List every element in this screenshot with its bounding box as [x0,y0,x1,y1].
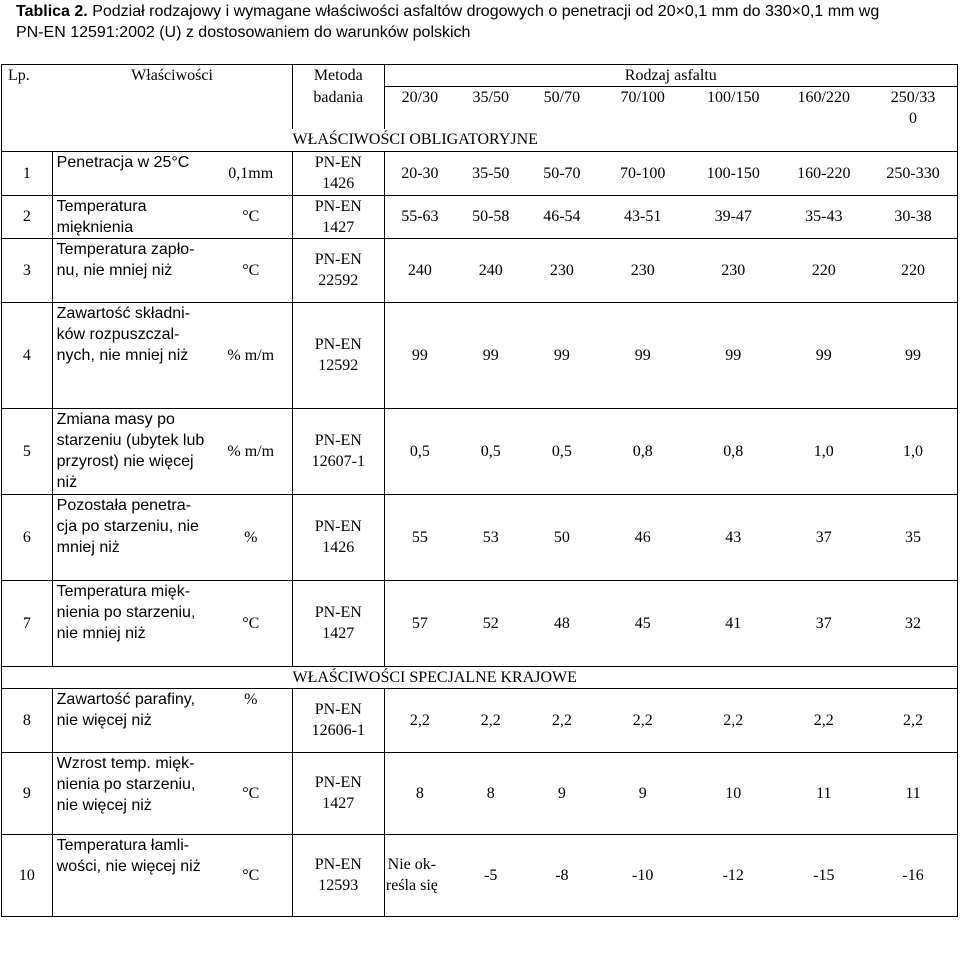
table-row [2,688,958,752]
table-row [2,238,958,302]
row-property: Pozostała penetra-cja po starzeniu, nie mniej niż [52,494,209,580]
row-value: 230 [526,238,597,302]
table-row [2,302,958,408]
row-value: 20-30 [384,151,455,195]
row-method: PN-EN 1427 [292,195,384,238]
row-value: -12 [688,834,779,916]
row-value: 220 [779,238,870,302]
row-unit: 0,1mm [209,151,292,195]
row-value: 46 [597,494,688,580]
row-value: 41 [688,580,779,666]
row-property: Zawartość parafiny, nie więcej niż [52,688,209,752]
row-value: 2,2 [869,688,957,752]
row-value: 99 [869,302,957,408]
row-value: 2,2 [779,688,870,752]
row-unit: % [209,494,292,580]
type-header: 50/70 [526,87,597,130]
row-value: 70-100 [597,151,688,195]
row-value: 30-38 [869,195,957,238]
row-value: 100-150 [688,151,779,195]
row-lp: 8 [2,688,53,752]
row-value: 37 [779,580,870,666]
row-value: 230 [597,238,688,302]
row-value: 55-63 [384,195,455,238]
row-value: 2,2 [688,688,779,752]
row-value: 240 [455,238,526,302]
row-property: Temperatura mięknienia [52,195,209,238]
row-value: -16 [869,834,957,916]
row-property: Wzrost temp. mięk-nienia po starzeniu, nie więcej niż [52,752,209,834]
row-value: 250-330 [869,151,957,195]
row-lp: 2 [2,195,53,238]
row-value: 50-70 [526,151,597,195]
row-value: 0,8 [688,408,779,494]
row-lp: 10 [2,834,53,916]
row-value: 48 [526,580,597,666]
row-value: 50-58 [455,195,526,238]
row-value: 9 [597,752,688,834]
row-unit: °C [209,195,292,238]
row-value: 57 [384,580,455,666]
row-value: 10 [688,752,779,834]
row-lp: 3 [2,238,53,302]
row-value: 45 [597,580,688,666]
row-value: 50 [526,494,597,580]
table-row [2,580,958,666]
table-row [2,752,958,834]
section-mandatory-row [2,129,958,151]
row-value: 240 [384,238,455,302]
row-value: 99 [384,302,455,408]
type-header: 35/50 [455,87,526,130]
section-special: WŁAŚCIWOŚCI SPECJALNE KRAJOWE [292,666,957,688]
row-property: Temperatura łamli-wości, nie więcej niż [52,834,209,916]
row-value: 160-220 [779,151,870,195]
section-special-row [2,666,958,688]
type-header: 70/100 [597,87,688,130]
row-value: 43-51 [597,195,688,238]
row-lp: 5 [2,408,53,494]
table-caption [16,1,960,43]
row-value: 9 [526,752,597,834]
header-method-line2: badania [292,87,384,130]
table-row [2,494,958,580]
row-value: 11 [779,752,870,834]
row-method: PN-EN 22592 [292,238,384,302]
row-method: PN-EN 12606-1 [292,688,384,752]
row-property: Temperatura zapło-nu, nie mniej niż [52,238,209,302]
row-method: PN-EN 12593 [292,834,384,916]
row-property: Penetracja w 25°C [52,151,209,195]
row-value: -5 [455,834,526,916]
row-method: PN-EN 12607-1 [292,408,384,494]
row-unit: % m/m [209,408,292,494]
type-header: 100/150 [688,87,779,130]
row-value: 37 [779,494,870,580]
header-asphalt-type: Rodzaj asfaltu [384,65,957,87]
row-unit: % m/m [209,302,292,408]
row-lp: 7 [2,580,53,666]
row-value: Nie ok-reśla się [384,834,455,916]
row-value: 2,2 [384,688,455,752]
caption-text-line2: PN-EN 12591:2002 (U) z dostosowaniem do warunków polskich [16,24,471,41]
row-value: 35-50 [455,151,526,195]
row-value: 35-43 [779,195,870,238]
header-lp: Lp. [2,65,53,87]
row-value: 46-54 [526,195,597,238]
row-value: 39-47 [688,195,779,238]
row-value: -15 [779,834,870,916]
row-value: 43 [688,494,779,580]
row-value: 99 [688,302,779,408]
row-property: Temperatura mięk-nienia po starzeniu, nie mniej niż [52,580,209,666]
row-value: 55 [384,494,455,580]
row-value: 0,5 [455,408,526,494]
row-value: 1,0 [869,408,957,494]
row-value: -10 [597,834,688,916]
row-method: PN-EN 1427 [292,580,384,666]
type-header: 20/30 [384,87,455,130]
header-properties: Właściwości [52,65,292,87]
row-method: PN-EN 12592 [292,302,384,408]
section-mandatory: WŁAŚCIWOŚCI OBLIGATORYJNE [292,129,957,151]
row-value: 99 [455,302,526,408]
row-lp: 1 [2,151,53,195]
row-value: 2,2 [455,688,526,752]
row-value: 230 [688,238,779,302]
row-unit: °C [209,238,292,302]
row-value: 0,8 [597,408,688,494]
row-value: 1,0 [779,408,870,494]
row-value: 8 [384,752,455,834]
table-row [2,408,958,494]
caption-label: Tablica 2. [16,3,88,20]
table-row [2,834,958,916]
row-value: 99 [597,302,688,408]
row-value: 220 [869,238,957,302]
row-unit: % [209,688,292,752]
row-value: 53 [455,494,526,580]
row-value: 2,2 [597,688,688,752]
row-value: 99 [526,302,597,408]
row-lp: 4 [2,302,53,408]
table-row [2,195,958,238]
row-unit: °C [209,580,292,666]
row-value: 0,5 [526,408,597,494]
row-method: PN-EN 1426 [292,494,384,580]
caption-text-line1: Podział rodzajowy i wymagane właściwości asfaltów drogowych o penetracji od 20×0,1 mm do 330×0,1 mm wg [92,3,880,20]
header-method-line1: Metoda [292,65,384,87]
row-value: 2,2 [526,688,597,752]
row-value: 0,5 [384,408,455,494]
row-value: 52 [455,580,526,666]
row-property: Zawartość składni-ków rozpuszczal-nych, nie mniej niż [52,302,209,408]
row-unit: °C [209,752,292,834]
row-lp: 9 [2,752,53,834]
header-row [2,65,958,87]
row-property: Zmiana masy po starzeniu (ubytek lub przyrost) nie więcej niż [52,408,209,494]
row-value: 35 [869,494,957,580]
type-header: 250/330 [869,87,957,130]
row-value: 32 [869,580,957,666]
row-unit: °C [209,834,292,916]
type-header: 160/220 [779,87,870,130]
row-method: PN-EN 1426 [292,151,384,195]
asphalt-properties-table [1,64,958,917]
row-value: 8 [455,752,526,834]
row-lp: 6 [2,494,53,580]
header-types-row [2,87,958,130]
row-value: -8 [526,834,597,916]
row-value: 99 [779,302,870,408]
row-method: PN-EN 1427 [292,752,384,834]
row-value: 11 [869,752,957,834]
table-row [2,151,958,195]
